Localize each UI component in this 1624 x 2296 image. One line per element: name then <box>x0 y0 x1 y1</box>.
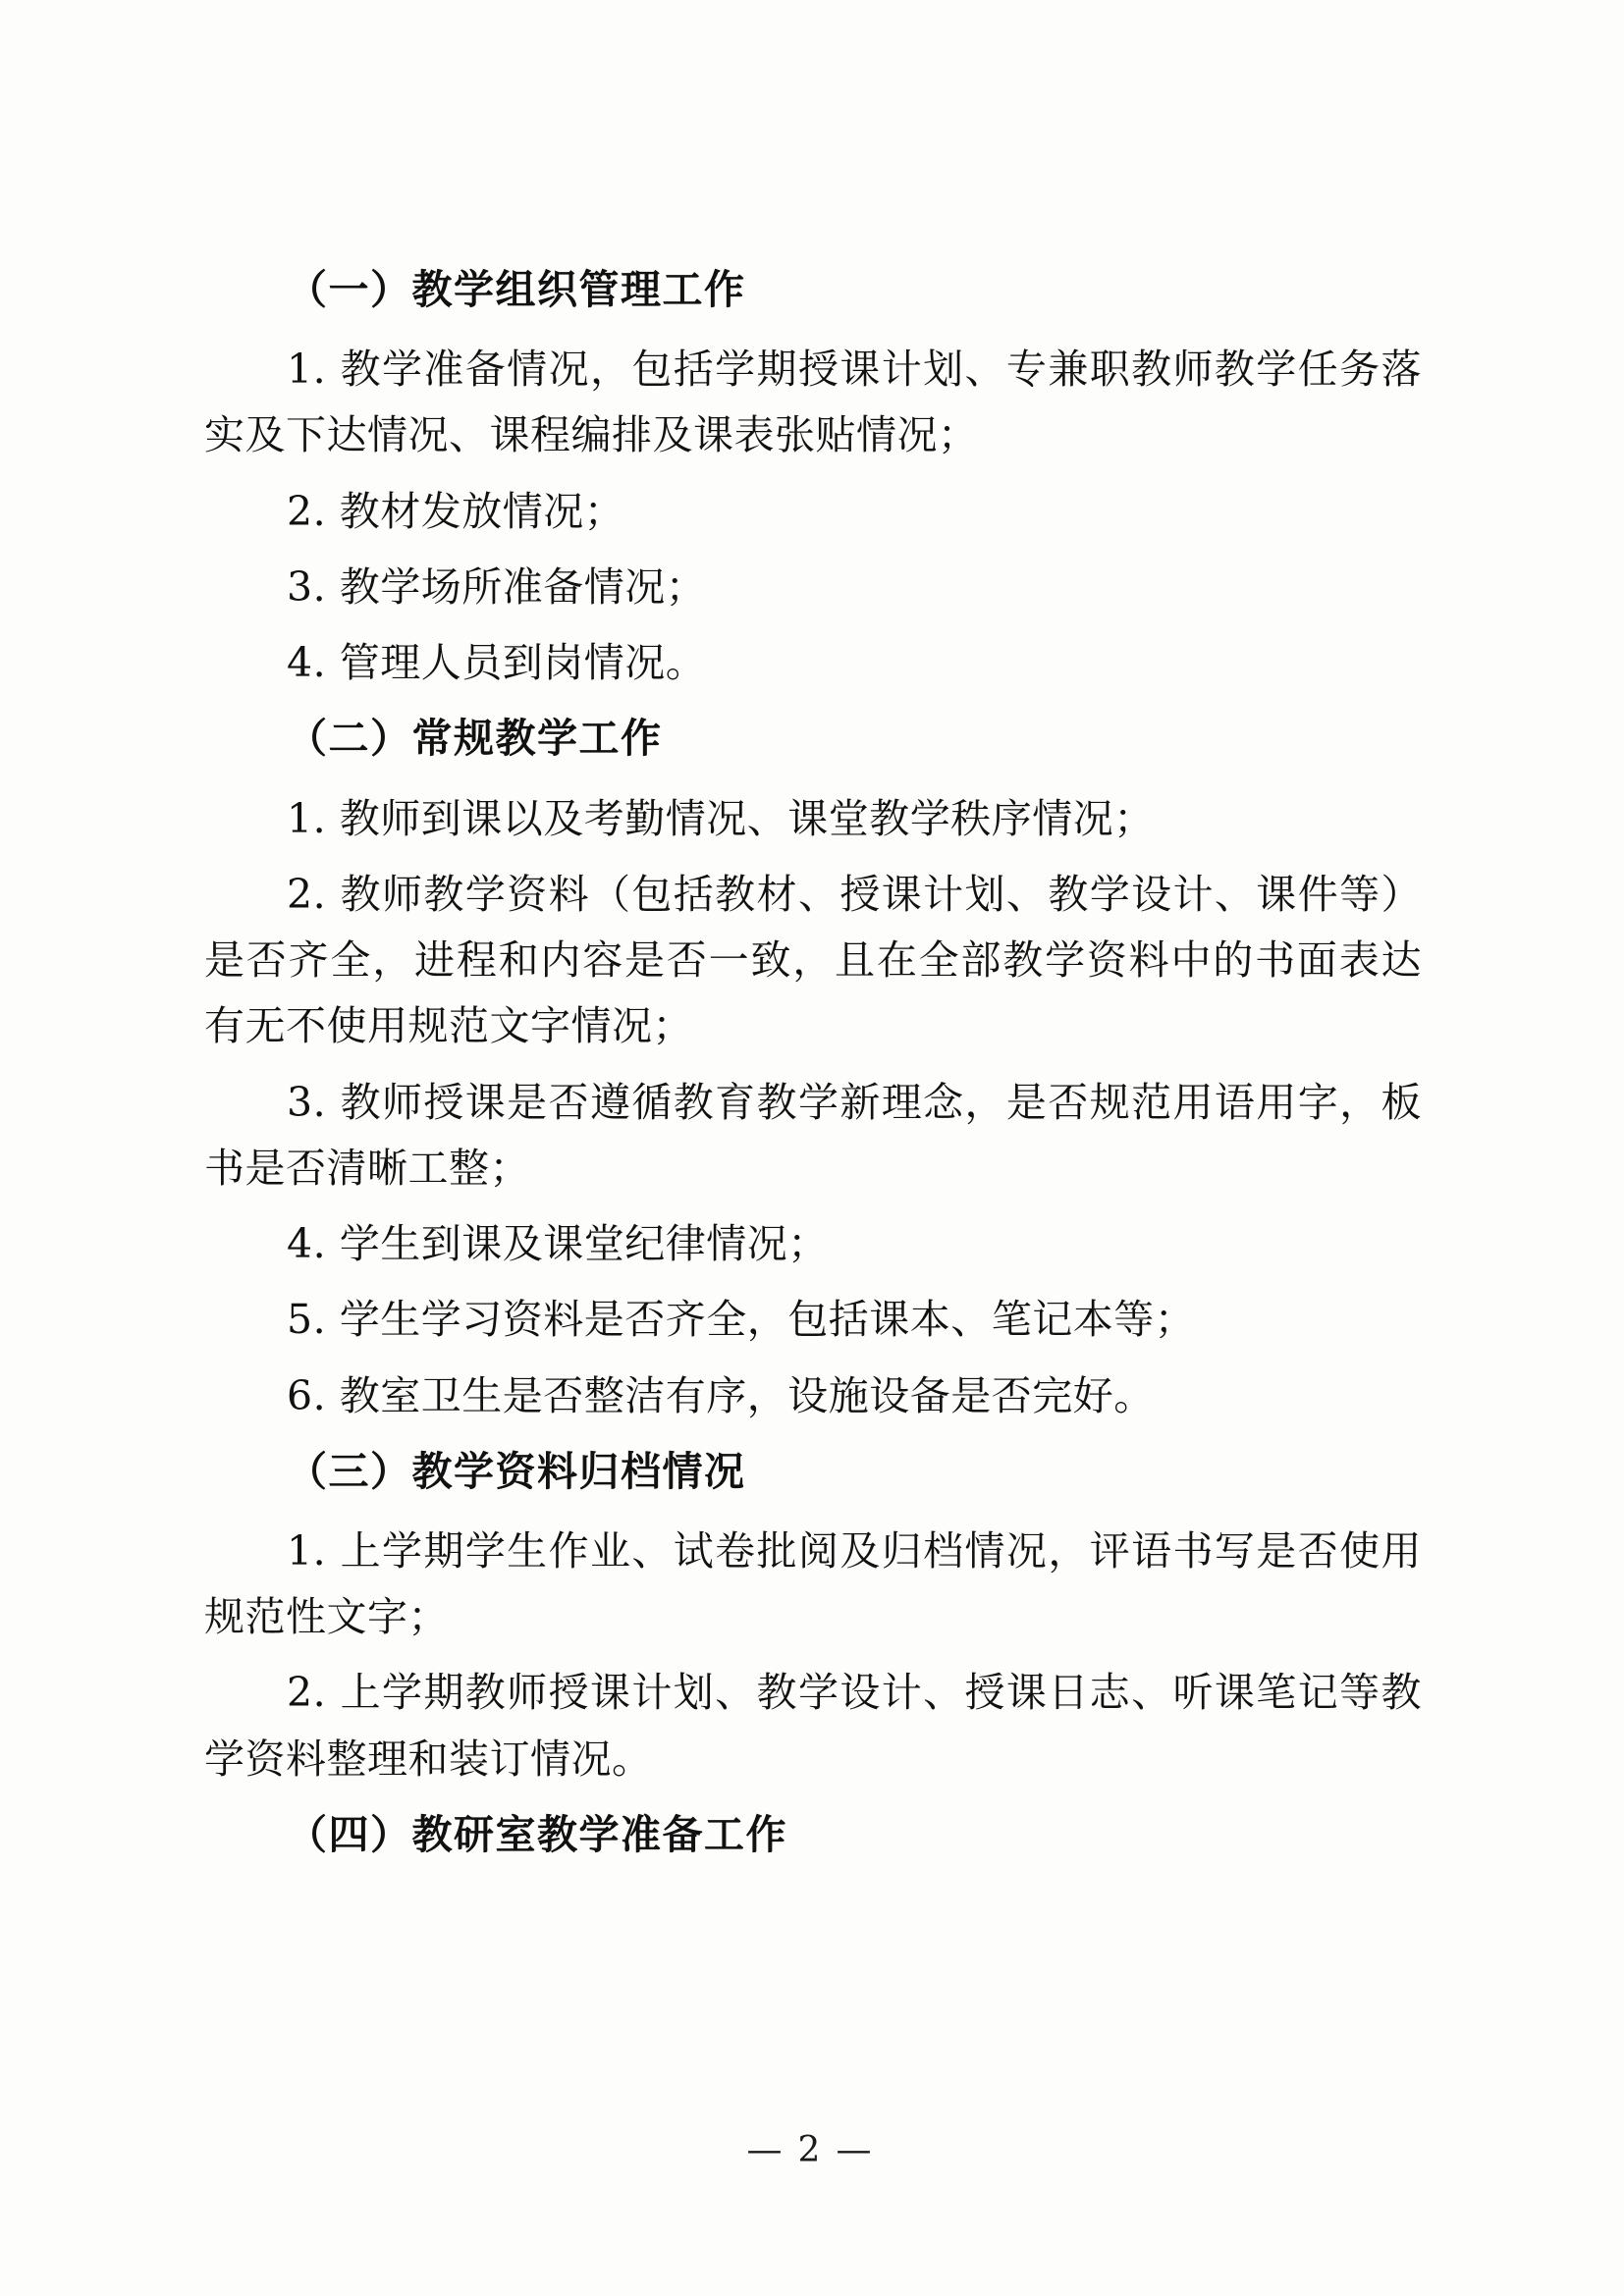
section-2-item-2: 2. 教师教学资料（包括教材、授课计划、教学设计、课件等）是否齐全，进程和内容是否一致，且在全部教学资料中的书面表达 有无不使用规范文字情况； <box>204 870 1422 1050</box>
footer-dash-right: — <box>836 2130 878 2170</box>
section-heading-4: （四）教研室教学准备工作 <box>287 1810 788 1858</box>
page-footer <box>0 2130 1624 2170</box>
section-3-item-1: 1. 上学期学生作业、试卷批阅及归档情况，评语书写是否使用规范性文字； <box>204 1526 1422 1641</box>
section-2-item-6: 6. 教室卫生是否整洁有序，设施设备是否完好。 <box>287 1371 1155 1419</box>
page-number: 2 <box>797 2130 827 2170</box>
document-body <box>204 253 1422 1882</box>
section-2-item-5: 5. 学生学习资料是否齐全，包括课本、笔记本等； <box>287 1296 1196 1344</box>
section-3-item-2: 2. 上学期教师授课计划、教学设计、授课日志、听课笔记等教学资料整理和装订情况。 <box>204 1669 1422 1783</box>
section-2-item-3: 3. 教师授课是否遵循教育教学新理念，是否规范用语用字，板书是否清晰工整； <box>204 1078 1422 1192</box>
section-heading-3: （三）教学资料归档情况 <box>287 1447 746 1495</box>
section-1-item-2: 2. 教材发放情况； <box>287 487 625 535</box>
section-heading-1: （一）教学组织管理工作 <box>287 266 746 313</box>
footer-dash-left: — <box>746 2130 788 2170</box>
section-2-item-4: 4. 学生到课及课堂纪律情况； <box>287 1220 829 1268</box>
section-heading-2: （二）常规教学工作 <box>287 715 663 763</box>
section-1-item-3: 3. 教学场所准备情况； <box>287 562 707 611</box>
section-2-item-1: 1. 教师到课以及考勤情况、课堂教学秩序情况； <box>287 794 1155 842</box>
section-1-item-4: 4. 管理人员到岗情况。 <box>287 639 707 687</box>
section-1-item-1: 1. 教学准备情况，包括学期授课计划、专兼职教师教学任务落实及下达情况、课程编排及课表张贴情况； <box>204 346 1422 459</box>
